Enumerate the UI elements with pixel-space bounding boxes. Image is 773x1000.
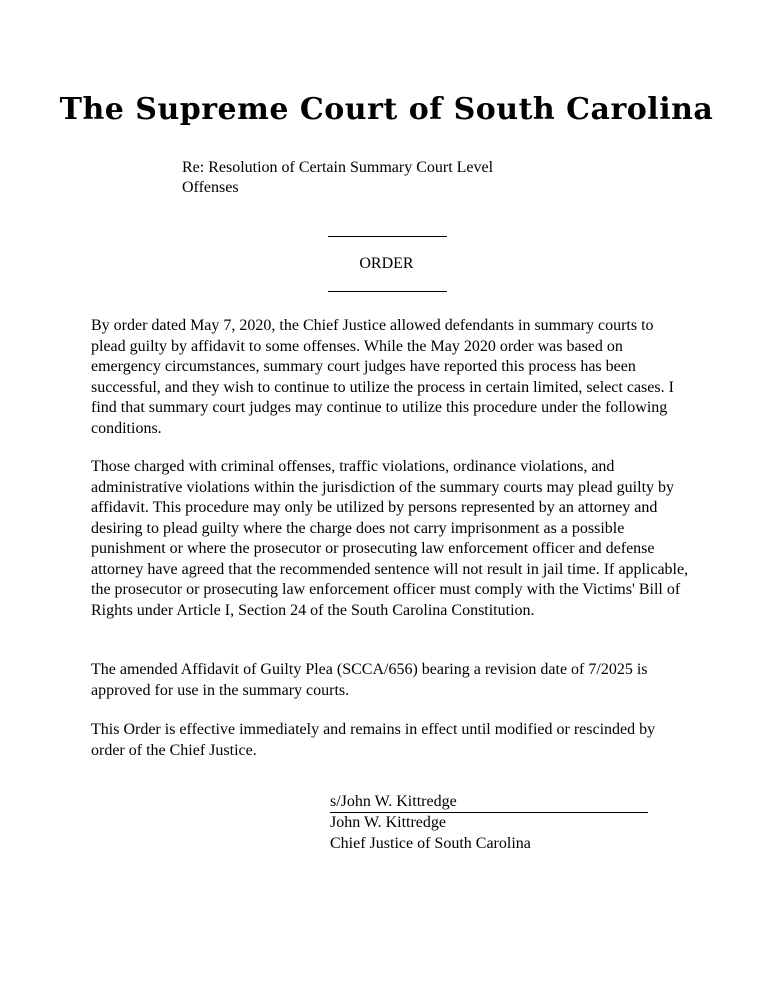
order-paragraph-4: This Order is effective immediately and remains in effect until modified or rescinded by order of the Chief Justice. [91,721,656,759]
order-rule-top [328,236,447,237]
re-subject-line-2: Offenses [182,179,239,196]
signatory-title: Chief Justice of South Carolina [330,834,531,852]
signatory-name: John W. Kittredge [330,814,446,831]
order-paragraph-2: Those charged with criminal offenses, traffic violations, ordinance violations, and administrative violations within the jurisdiction of the summary courts may plead guilty by affidavit. This procedure may only be utilized by persons represented by an attorney and desiring to plead guilty where the charge does not carry imprisonment as a possible punishment or where the prosecutor or prosecuting law enforcement officer and defense attorney have agreed that the recommended sentence will not result in jail time. If applicable, the prosecutor or prosecuting law enforcement officer must comply with the Victims' Bill of Rights under Article I, Section 24 of the South Carolina Constitution. [91,458,689,619]
court-title: The Supreme Court of South Carolina [59,92,714,127]
order-heading: ORDER [359,255,414,272]
order-rule-bottom [328,291,447,292]
re-subject-line-1: Re: Resolution of Certain Summary Court Level [182,159,494,176]
order-paragraph-1: By order dated May 7, 2020, the Chief Justice allowed defendants in summary courts to plead guilty by affidavit to some offenses. While the May 2020 order was based on emergency circumstances, summary court judges have reported this process has been successful, and they wish to continue to utilize the process in certain limited, select cases. I find that summary court judges may continue to utilize this procedure under the following conditions. [91,317,674,437]
re-subject [182,158,562,198]
signature-block [330,793,660,854]
signature-line: s/John W. Kittredge [330,793,648,813]
order-paragraph-3: The amended Affidavit of Guilty Plea (SCCA/656) bearing a revision date of 7/2025 is approved for use in the summary courts. [91,661,648,699]
